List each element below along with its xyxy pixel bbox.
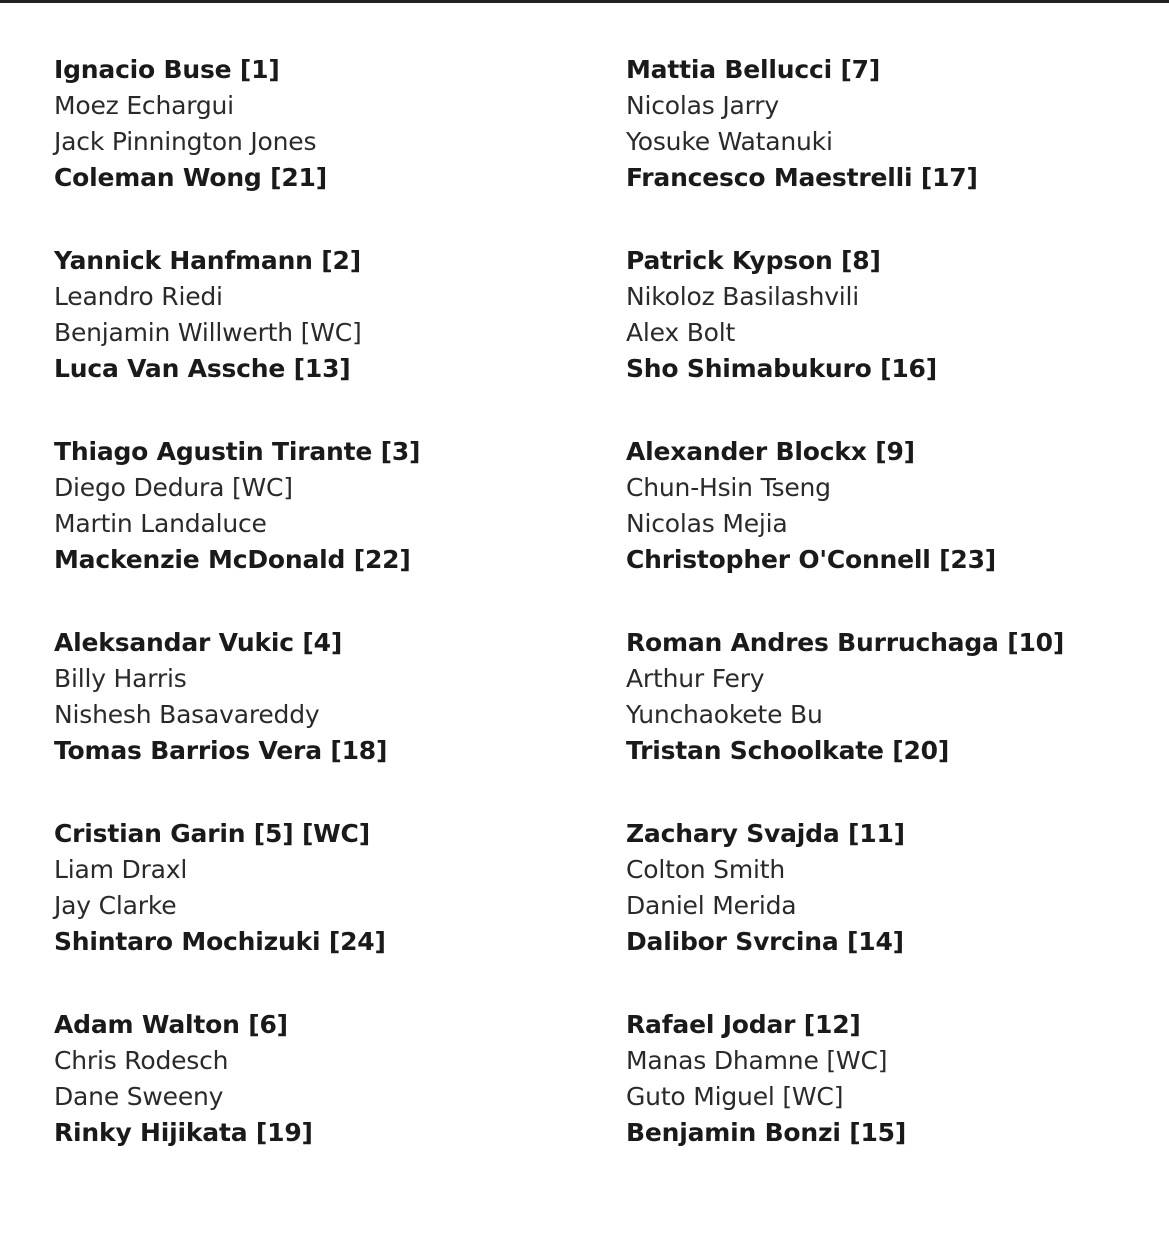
draw-section xyxy=(54,625,574,816)
matchup xyxy=(626,697,1146,765)
matchup xyxy=(54,52,574,120)
opponent-player: Chun-Hsin Tseng xyxy=(626,473,831,502)
opponent-player: Jay Clarke xyxy=(54,891,177,920)
seeded-player: Zachary Svajda [11] xyxy=(626,819,905,848)
opponent-player: Martin Landaluce xyxy=(54,509,267,538)
seeded-player: Benjamin Bonzi [15] xyxy=(626,1118,907,1147)
draw-section xyxy=(626,625,1146,816)
seeded-player: Mackenzie McDonald [22] xyxy=(54,545,411,574)
draw-section xyxy=(54,816,574,1007)
seeded-player: Roman Andres Burruchaga [10] xyxy=(626,628,1065,657)
matchup xyxy=(626,52,1146,120)
seeded-player: Alexander Blockx [9] xyxy=(626,437,915,466)
opponent-player: Diego Dedura [WC] xyxy=(54,473,293,502)
matchup xyxy=(626,506,1146,574)
matchup xyxy=(626,124,1146,192)
opponent-player: Alex Bolt xyxy=(626,318,736,347)
seeded-player: Mattia Bellucci [7] xyxy=(626,55,881,84)
draw-section xyxy=(626,816,1146,1007)
opponent-player: Colton Smith xyxy=(626,855,786,884)
seeded-player: Luca Van Assche [13] xyxy=(54,354,351,383)
draw-section xyxy=(54,52,574,243)
matchup xyxy=(626,434,1146,502)
opponent-player: Benjamin Willwerth [WC] xyxy=(54,318,362,347)
matchup xyxy=(54,1007,574,1075)
seeded-player: Tristan Schoolkate [20] xyxy=(626,736,950,765)
draw-section xyxy=(54,434,574,625)
matchup xyxy=(54,816,574,884)
opponent-player: Jack Pinnington Jones xyxy=(54,127,317,156)
opponent-player: Nicolas Mejia xyxy=(626,509,788,538)
draw-section xyxy=(626,1007,1146,1198)
draw-section xyxy=(54,243,574,434)
draw-column-right xyxy=(626,52,1146,1198)
opponent-player: Moez Echargui xyxy=(54,91,234,120)
opponent-player: Guto Miguel [WC] xyxy=(626,1082,844,1111)
draw-section xyxy=(626,52,1146,243)
seeded-player: Aleksandar Vukic [4] xyxy=(54,628,343,657)
matchup xyxy=(626,1007,1146,1075)
draw-section xyxy=(54,1007,574,1198)
opponent-player: Nishesh Basavareddy xyxy=(54,700,320,729)
matchup xyxy=(54,315,574,383)
matchup xyxy=(626,1079,1146,1147)
top-border-rule xyxy=(0,0,1169,3)
opponent-player: Daniel Merida xyxy=(626,891,797,920)
matchup xyxy=(54,434,574,502)
matchup xyxy=(54,124,574,192)
seeded-player: Rinky Hijikata [19] xyxy=(54,1118,313,1147)
seeded-player: Cristian Garin [5] [WC] xyxy=(54,819,370,848)
opponent-player: Nikoloz Basilashvili xyxy=(626,282,860,311)
seeded-player: Shintaro Mochizuki [24] xyxy=(54,927,386,956)
seeded-player: Yannick Hanfmann [2] xyxy=(54,246,361,275)
seeded-player: Tomas Barrios Vera [18] xyxy=(54,736,388,765)
matchup xyxy=(626,315,1146,383)
matchup xyxy=(54,1079,574,1147)
seeded-player: Sho Shimabukuro [16] xyxy=(626,354,937,383)
draw-section xyxy=(626,243,1146,434)
seeded-player: Francesco Maestrelli [17] xyxy=(626,163,978,192)
seeded-player: Thiago Agustin Tirante [3] xyxy=(54,437,421,466)
matchup xyxy=(54,888,574,956)
seeded-player: Ignacio Buse [1] xyxy=(54,55,280,84)
seeded-player: Coleman Wong [21] xyxy=(54,163,327,192)
seeded-player: Patrick Kypson [8] xyxy=(626,246,881,275)
seeded-player: Adam Walton [6] xyxy=(54,1010,288,1039)
seeded-player: Christopher O'Connell [23] xyxy=(626,545,996,574)
opponent-player: Arthur Fery xyxy=(626,664,765,693)
opponent-player: Liam Draxl xyxy=(54,855,188,884)
matchup xyxy=(54,697,574,765)
matchup xyxy=(626,888,1146,956)
opponent-player: Dane Sweeny xyxy=(54,1082,224,1111)
opponent-player: Nicolas Jarry xyxy=(626,91,779,120)
draw-column-left xyxy=(54,52,574,1198)
matchup xyxy=(626,243,1146,311)
matchup xyxy=(626,816,1146,884)
opponent-player: Leandro Riedi xyxy=(54,282,223,311)
draw-section xyxy=(626,434,1146,625)
matchup xyxy=(54,506,574,574)
seeded-player: Dalibor Svrcina [14] xyxy=(626,927,904,956)
seeded-player: Rafael Jodar [12] xyxy=(626,1010,861,1039)
opponent-player: Yosuke Watanuki xyxy=(626,127,833,156)
opponent-player: Chris Rodesch xyxy=(54,1046,229,1075)
opponent-player: Manas Dhamne [WC] xyxy=(626,1046,888,1075)
matchup xyxy=(626,625,1146,693)
opponent-player: Yunchaokete Bu xyxy=(626,700,823,729)
matchup xyxy=(54,625,574,693)
opponent-player: Billy Harris xyxy=(54,664,187,693)
matchup xyxy=(54,243,574,311)
